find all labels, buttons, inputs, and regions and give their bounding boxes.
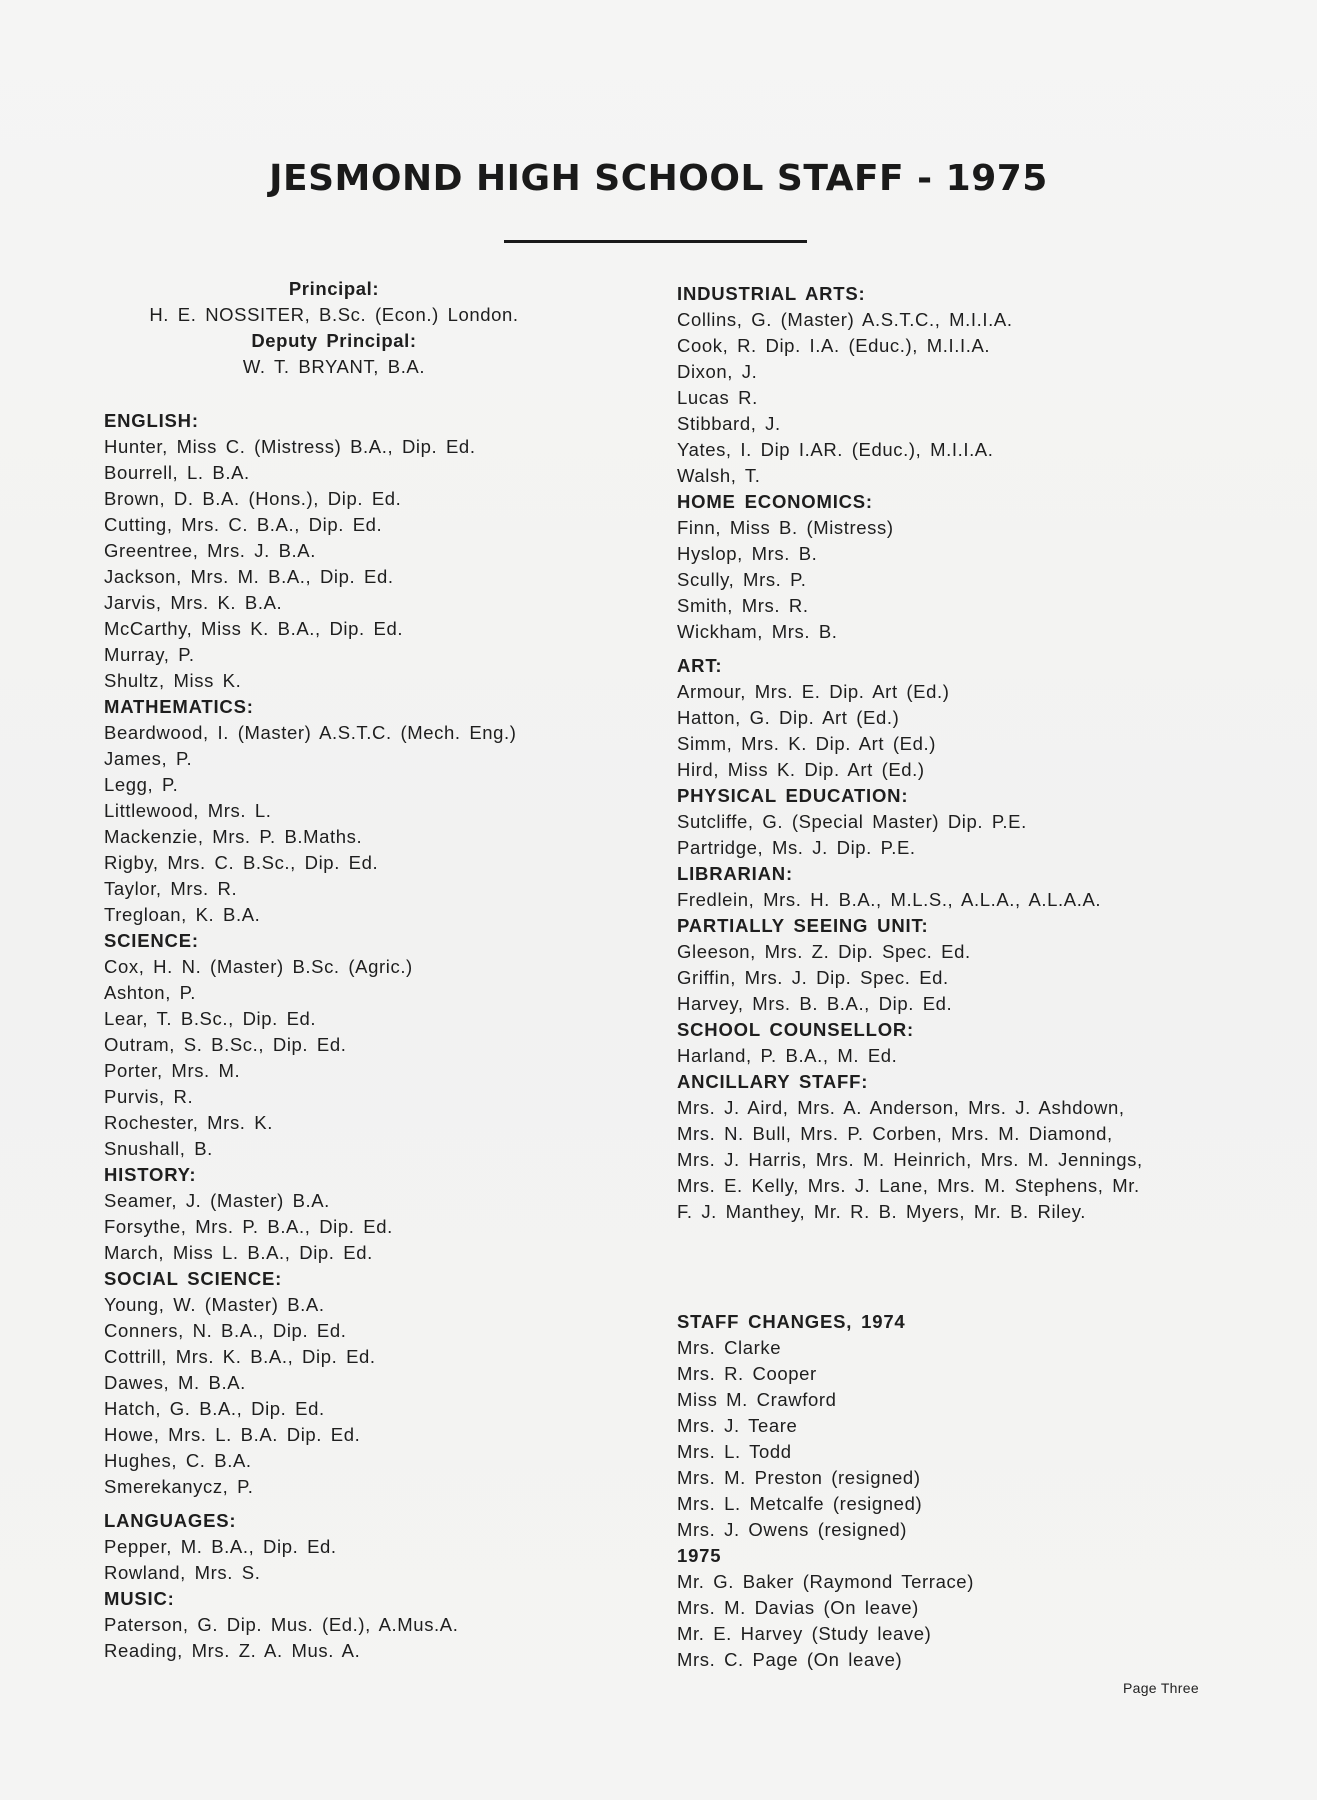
staff-entry: Cook, R. Dip. I.A. (Educ.), M.I.I.A. [677,335,991,356]
department-heading: ANCILLARY STAFF: [677,1071,869,1092]
department-mathematics [104,694,604,928]
right-column [677,281,1207,1673]
staff-entry: Shultz, Miss K. [104,670,242,691]
staff-entry: Taylor, Mrs. R. [104,878,238,899]
staff-entry: Sutcliffe, G. (Special Master) Dip. P.E. [677,811,1027,832]
department-heading: INDUSTRIAL ARTS: [677,283,866,304]
staff-entry: James, P. [104,748,193,769]
staff-changes-1975-list [677,1569,1207,1673]
staff-entry: Purvis, R. [104,1086,194,1107]
department-heading: HOME ECONOMICS: [677,491,873,512]
staff-change-entry: Mrs. L. Todd [677,1441,792,1462]
staff-entry: Fredlein, Mrs. H. B.A., M.L.S., A.L.A., A.L.A.A. [677,889,1102,910]
staff-entry: McCarthy, Miss K. B.A., Dip. Ed. [104,618,404,639]
staff-entry: Howe, Mrs. L. B.A. Dip. Ed. [104,1424,361,1445]
staff-entry: Lear, T. B.Sc., Dip. Ed. [104,1008,317,1029]
staff-changes-section [677,1309,1207,1673]
staff-entry: Ashton, P. [104,982,196,1003]
principal-name: H. E. NOSSITER, B.Sc. (Econ.) London. [149,304,519,325]
principal-label: Principal: [288,278,380,299]
staff-entry: Yates, I. Dip I.AR. (Educ.), M.I.I.A. [677,439,994,460]
ancillary-staff-line: Mrs. J. Aird, Mrs. A. Anderson, Mrs. J. Ashdown, [677,1097,1125,1118]
department-heading: PARTIALLY SEEING UNIT: [677,915,929,936]
staff-entry: Murray, P. [104,644,195,665]
staff-entry: Legg, P. [104,774,179,795]
staff-entry: Brown, D. B.A. (Hons.), Dip. Ed. [104,488,402,509]
staff-entry: Jarvis, Mrs. K. B.A. [104,592,283,613]
staff-entry: Griffin, Mrs. J. Dip. Spec. Ed. [677,967,949,988]
department-school-counsellor [677,1017,1207,1069]
staff-entry: Young, W. (Master) B.A. [104,1294,325,1315]
staff-entry: Bourrell, L. B.A. [104,462,250,483]
staff-entry: March, Miss L. B.A., Dip. Ed. [104,1242,373,1263]
staff-entry: Hatch, G. B.A., Dip. Ed. [104,1398,325,1419]
staff-entry: Hunter, Miss C. (Mistress) B.A., Dip. Ed. [104,436,476,457]
staff-change-entry: Mrs. Clarke [677,1337,782,1358]
leadership-block [104,276,564,380]
department-english [104,408,604,694]
spacer [104,1500,604,1508]
staff-entry: Stibbard, J. [677,413,781,434]
staff-change-entry: Mrs. J. Teare [677,1415,798,1436]
staff-entry: Cottrill, Mrs. K. B.A., Dip. Ed. [104,1346,376,1367]
staff-change-entry: Mrs. R. Cooper [677,1363,817,1384]
staff-entry: Outram, S. B.Sc., Dip. Ed. [104,1034,347,1055]
staff-entry: Forsythe, Mrs. P. B.A., Dip. Ed. [104,1216,393,1237]
staff-entry: Partridge, Ms. J. Dip. P.E. [677,837,916,858]
staff-entry: Harland, P. B.A., M. Ed. [677,1045,898,1066]
staff-entry: Littlewood, Mrs. L. [104,800,272,821]
staff-entry: Dawes, M. B.A. [104,1372,246,1393]
staff-entry: Dixon, J. [677,361,758,382]
staff-entry: Conners, N. B.A., Dip. Ed. [104,1320,347,1341]
staff-entry: Paterson, G. Dip. Mus. (Ed.), A.Mus.A. [104,1614,459,1635]
staff-change-entry: Mr. G. Baker (Raymond Terrace) [677,1571,974,1592]
department-heading: SCIENCE: [104,930,199,951]
spacer [104,380,604,408]
ancillary-staff-line: Mrs. J. Harris, Mrs. M. Heinrich, Mrs. M. Jennings, [677,1149,1143,1170]
staff-entry: Tregloan, K. B.A. [104,904,261,925]
staff-entry: Porter, Mrs. M. [104,1060,241,1081]
staff-entry: Gleeson, Mrs. Z. Dip. Spec. Ed. [677,941,971,962]
staff-entry: Seamer, J. (Master) B.A. [104,1190,330,1211]
department-librarian [677,861,1207,913]
staff-entry: Smerekanycz, P. [104,1476,254,1497]
department-history [104,1162,604,1266]
staff-entry: Smith, Mrs. R. [677,595,809,616]
staff-entry: Collins, G. (Master) A.S.T.C., M.I.I.A. [677,309,1013,330]
staff-changes-heading: STAFF CHANGES, 1974 [677,1311,906,1332]
staff-entry: Snushall, B. [104,1138,213,1159]
staff-entry: Hatton, G. Dip. Art (Ed.) [677,707,900,728]
staff-entry: Greentree, Mrs. J. B.A. [104,540,316,561]
staff-entry: Reading, Mrs. Z. A. Mus. A. [104,1640,361,1661]
staff-entry: Jackson, Mrs. M. B.A., Dip. Ed. [104,566,394,587]
department-heading: HISTORY: [104,1164,197,1185]
staff-change-entry: Mrs. M. Preston (resigned) [677,1467,921,1488]
page-number: Page Three [1123,1680,1199,1696]
department-heading: LANGUAGES: [104,1510,237,1531]
staff-entry: Scully, Mrs. P. [677,569,807,590]
department-heading: MATHEMATICS: [104,696,254,717]
staff-change-entry: Miss M. Crawford [677,1389,837,1410]
department-science [104,928,604,1162]
staff-entry: Hyslop, Mrs. B. [677,543,818,564]
department-languages [104,1500,604,1586]
department-heading: ART: [677,655,723,676]
staff-entry: Rowland, Mrs. S. [104,1562,261,1583]
staff-entry: Hughes, C. B.A. [104,1450,252,1471]
title-underline [504,240,807,243]
right-departments [677,281,1207,1225]
staff-entry: Cutting, Mrs. C. B.A., Dip. Ed. [104,514,383,535]
staff-entry: Cox, H. N. (Master) B.Sc. (Agric.) [104,956,413,977]
staff-entry: Simm, Mrs. K. Dip. Art (Ed.) [677,733,936,754]
staff-changes-1974-list [677,1335,1207,1543]
staff-entry: Pepper, M. B.A., Dip. Ed. [104,1536,337,1557]
staff-entry: Rigby, Mrs. C. B.Sc., Dip. Ed. [104,852,379,873]
staff-entry: Harvey, Mrs. B. B.A., Dip. Ed. [677,993,953,1014]
staff-entry: Armour, Mrs. E. Dip. Art (Ed.) [677,681,950,702]
department-heading: SCHOOL COUNSELLOR: [677,1019,915,1040]
staff-entry: Walsh, T. [677,465,761,486]
department-music [104,1586,604,1664]
department-heading: MUSIC: [104,1588,175,1609]
staff-entry: Finn, Miss B. (Mistress) [677,517,894,538]
spacer [677,1225,1207,1309]
department-art [677,645,1207,783]
department-heading: PHYSICAL EDUCATION: [677,785,909,806]
staff-change-entry: Mrs. L. Metcalfe (resigned) [677,1493,923,1514]
ancillary-staff-line: F. J. Manthey, Mr. R. B. Myers, Mr. B. Riley. [677,1201,1086,1222]
left-departments [104,408,604,1664]
left-column [104,276,604,1664]
department-home-economics [677,489,1207,645]
department-ancillary-staff [677,1069,1207,1225]
staff-changes-1975-heading: 1975 [677,1545,722,1566]
deputy-principal-label: Deputy Principal: [251,330,417,351]
staff-change-entry: Mrs. M. Davias (On leave) [677,1597,919,1618]
staff-entry: Hird, Miss K. Dip. Art (Ed.) [677,759,925,780]
staff-change-entry: Mr. E. Harvey (Study leave) [677,1623,932,1644]
department-partially-seeing-unit [677,913,1207,1017]
staff-entry: Lucas R. [677,387,758,408]
department-social-science [104,1266,604,1500]
deputy-principal-name: W. T. BRYANT, B.A. [242,356,426,377]
staff-change-entry: Mrs. J. Owens (resigned) [677,1519,908,1540]
department-physical-education [677,783,1207,861]
spacer [677,645,1207,653]
department-industrial-arts [677,281,1207,489]
department-heading: SOCIAL SCIENCE: [104,1268,283,1289]
page-title: JESMOND HIGH SCHOOL STAFF - 1975 [269,158,1048,199]
staff-change-entry: Mrs. C. Page (On leave) [677,1649,903,1670]
staff-entry: Mackenzie, Mrs. P. B.Maths. [104,826,363,847]
staff-entry: Rochester, Mrs. K. [104,1112,273,1133]
staff-entry: Beardwood, I. (Master) A.S.T.C. (Mech. Eng.) [104,722,517,743]
ancillary-staff-line: Mrs. N. Bull, Mrs. P. Corben, Mrs. M. Diamond, [677,1123,1113,1144]
staff-entry: Wickham, Mrs. B. [677,621,838,642]
department-heading: LIBRARIAN: [677,863,793,884]
department-heading: ENGLISH: [104,410,199,431]
ancillary-staff-line: Mrs. E. Kelly, Mrs. J. Lane, Mrs. M. Stephens, Mr. [677,1175,1140,1196]
